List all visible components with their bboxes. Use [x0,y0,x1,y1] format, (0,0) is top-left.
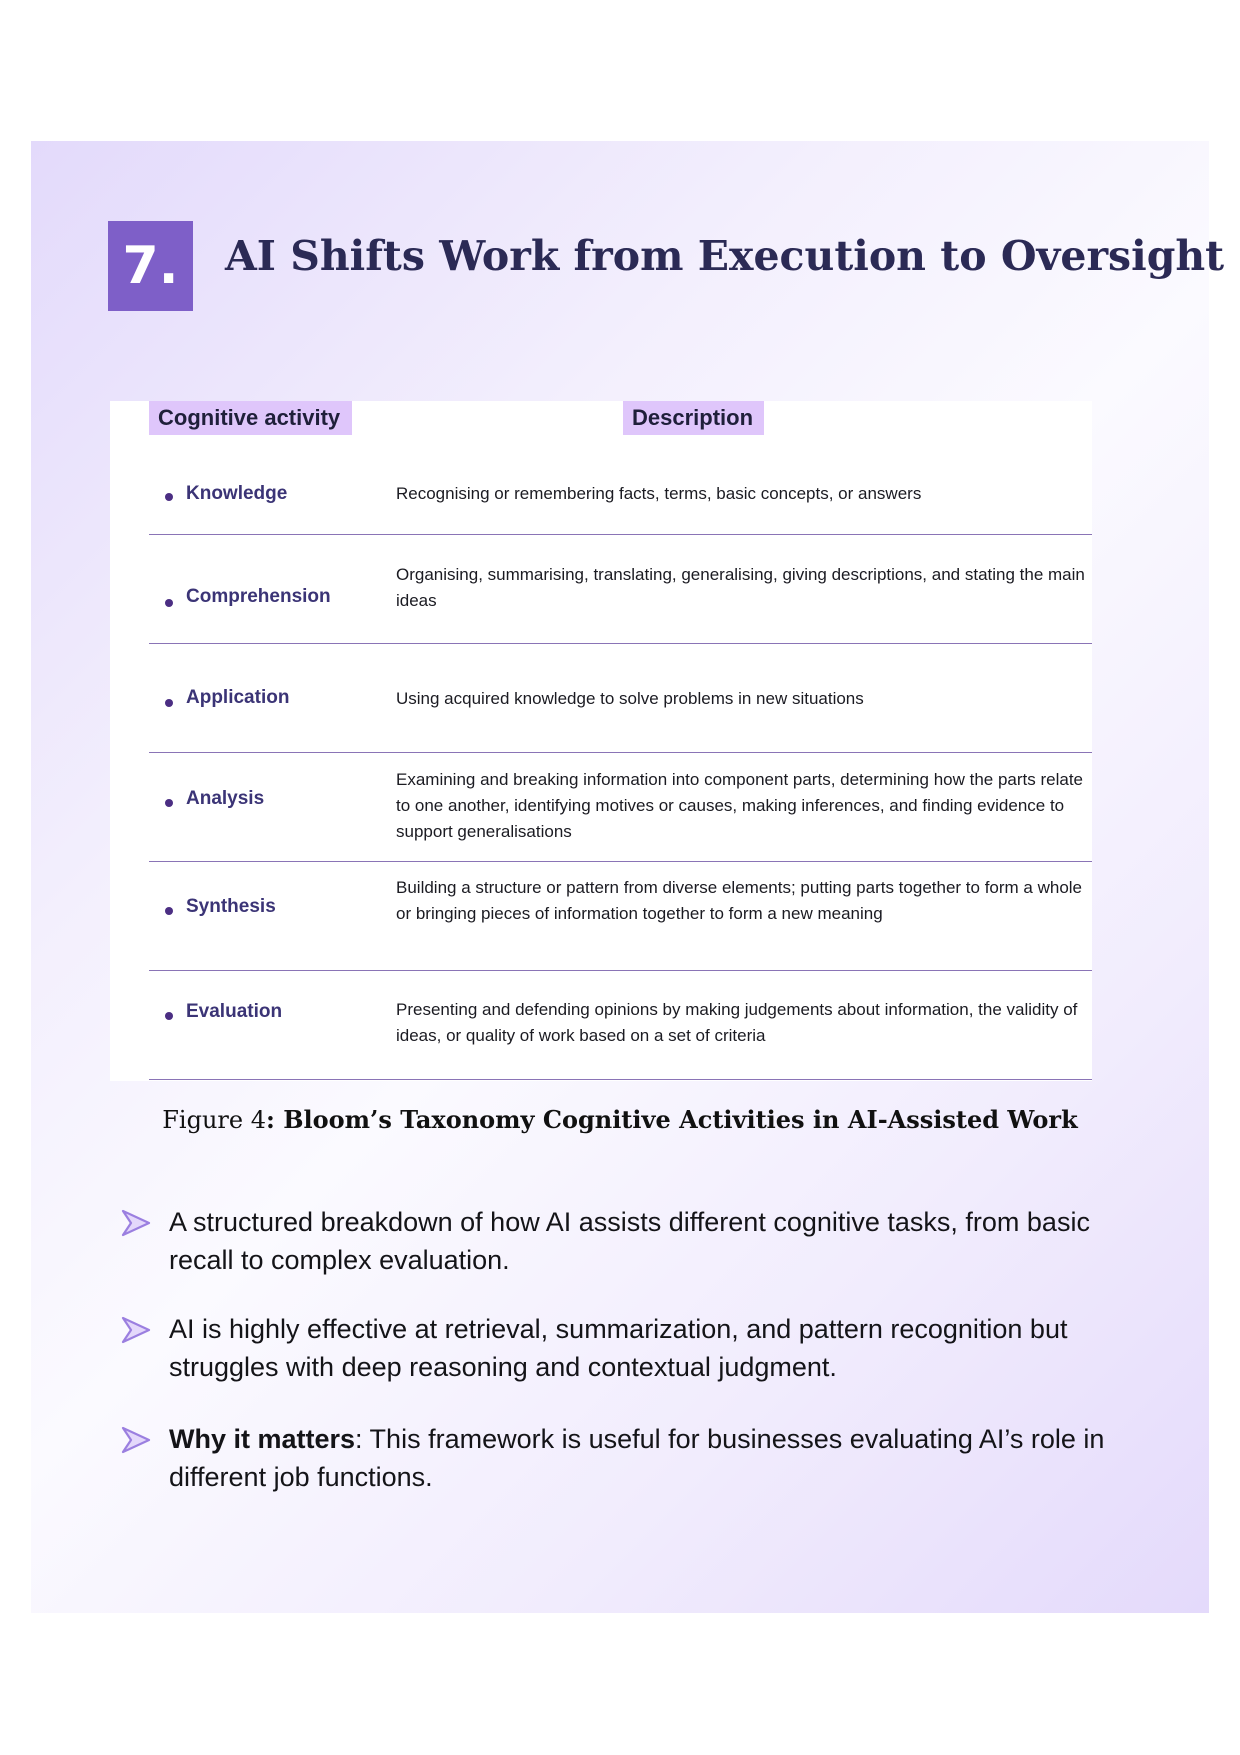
row-term: Synthesis [186,896,276,917]
row-description: Using acquired knowledge to solve problems in new situations [396,689,864,708]
table-row [149,971,1092,1079]
table-row [149,753,1092,860]
row-description: Presenting and defending opinions by making judgements about information, the validity of ideas, or quality of work based on a set of criteria [396,1000,1078,1045]
bullet-dot-icon [165,799,173,807]
column-header-description: Description [623,401,764,435]
figure-caption-title: Bloom’s Taxonomy Cognitive Activities in AI-Assisted Work [283,1105,1078,1134]
table-row [149,862,1092,970]
bullet-dot-icon [165,699,173,707]
figure-caption-separator: : [266,1105,284,1134]
chevron-arrow-icon [120,1314,152,1346]
chevron-arrow-icon [120,1207,152,1239]
key-point-body: : This framework is useful for businesses evaluating AI’s role in different job functions. [169,1424,1105,1492]
row-term: Application [186,687,290,708]
figure-caption [0,1105,1240,1134]
key-point-body: AI is highly effective at retrieval, summarization, and pattern recognition but struggles with deep reasoning and contextual judgment. [169,1314,1068,1382]
table-row [149,535,1092,643]
key-point-text [169,1420,1159,1496]
row-term: Evaluation [186,1001,283,1022]
row-term: Analysis [186,788,265,809]
row-description: Examining and breaking information into component parts, determining how the parts relate to one another, identifying motives or causes, making inferences, and finding evidence to support generalisations [396,770,1083,841]
bullet-dot-icon [165,1012,173,1020]
key-point-text [169,1203,1159,1279]
row-description: Organising, summarising, translating, generalising, giving descriptions, and stating the main ideas [396,565,1085,610]
row-term: Comprehension [186,586,331,607]
chevron-arrow-icon [120,1424,152,1456]
key-point-body: A structured breakdown of how AI assists different cognitive tasks, from basic recall to complex evaluation. [169,1207,1090,1275]
key-point-lead: Why it matters [169,1424,356,1454]
table-row [149,644,1092,752]
section-number-badge: 7. [108,221,193,311]
row-term: Knowledge [186,483,288,504]
bullet-dot-icon [165,599,173,607]
figure-caption-label: Figure 4 [162,1106,267,1134]
column-header-cognitive-activity: Cognitive activity [149,401,352,435]
row-description: Building a structure or pattern from diverse elements; putting parts together to form a whole or bringing pieces of information together to form a new meaning [396,878,1083,923]
table-row [149,470,1092,534]
bullet-dot-icon [165,907,173,915]
section-title: AI Shifts Work from Execution to Oversight [225,232,1225,280]
row-divider [149,1079,1092,1080]
key-point-text [169,1310,1159,1386]
row-description: Recognising or remembering facts, terms, basic concepts, or answers [396,484,922,503]
bullet-dot-icon [165,493,173,501]
